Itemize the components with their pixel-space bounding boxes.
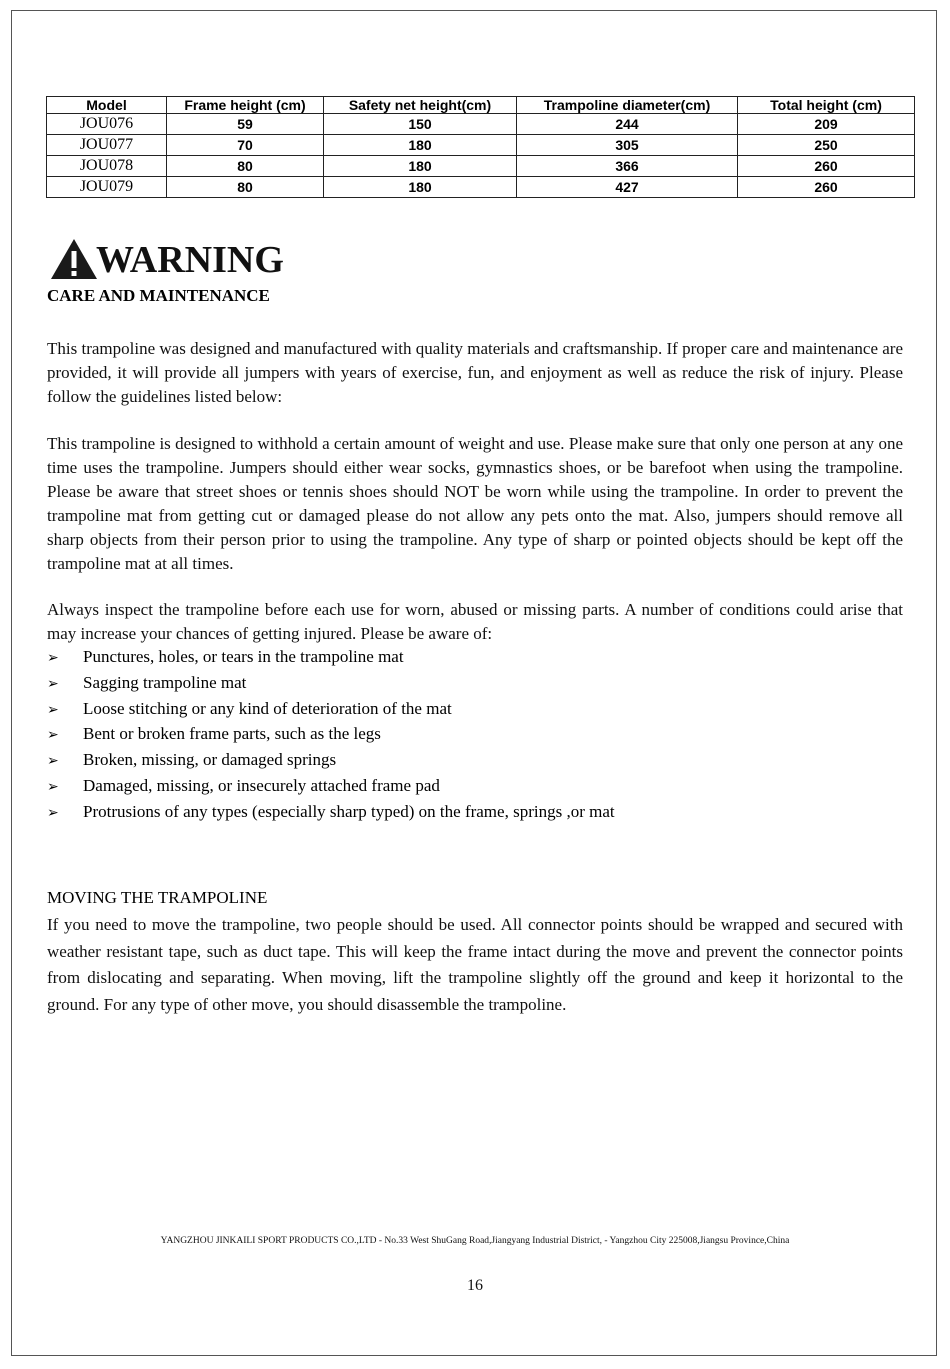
- list-item-text: Broken, missing, or damaged springs: [83, 750, 337, 770]
- list-item: [47, 645, 903, 671]
- cell-model: JOU078: [47, 156, 167, 177]
- arrow-bullet-icon: ➢: [47, 753, 59, 770]
- cell-model: JOU076: [47, 114, 167, 135]
- list-item: [47, 697, 903, 723]
- cell-safety-net-height: 180: [324, 156, 517, 177]
- arrow-bullet-icon: ➢: [47, 701, 59, 718]
- table-row: [47, 156, 915, 177]
- arrow-bullet-icon: ➢: [47, 675, 59, 692]
- table-row: [47, 135, 915, 156]
- cell-safety-net-height: 150: [324, 114, 517, 135]
- cell-frame-height: 80: [167, 156, 324, 177]
- header-frame-height: Frame height (cm): [167, 97, 324, 114]
- page-footer: YANGZHOU JINKAILI SPORT PRODUCTS CO.,LTD - No.33 West ShuGang Road,Jiangyang Industrial District, - Yangzhou City 225008,Jiangsu Province,China: [160, 1236, 790, 1246]
- section-title-moving: MOVING THE TRAMPOLINE: [47, 888, 268, 907]
- cell-frame-height: 59: [167, 114, 324, 135]
- header-trampoline-diameter: Trampoline diameter(cm): [517, 97, 738, 114]
- paragraph-moving: If you need to move the trampoline, two people should be used. All connector points should be wrapped and secured with weather resistant tape, such as duct tape. This will keep the frame intact during the move and prevent the connector points from dislocating and separating. When moving, lift the trampoline slightly off the ground and keep it horizontal to the ground. For any type of other move, you should disassemble the trampoline.: [47, 915, 903, 1014]
- cell-frame-height: 80: [167, 177, 324, 198]
- arrow-bullet-icon: ➢: [47, 804, 59, 821]
- list-item: [47, 774, 903, 800]
- cell-total-height: 209: [738, 114, 915, 135]
- list-item-text: Punctures, holes, or tears in the trampoline mat: [83, 647, 404, 666]
- cell-total-height: 250: [738, 135, 915, 156]
- list-item: [47, 671, 903, 697]
- table-header-row: [47, 97, 915, 114]
- header-model: Model: [47, 97, 167, 114]
- list-item: [47, 800, 903, 826]
- cell-diameter: 305: [517, 135, 738, 156]
- cell-frame-height: 70: [167, 135, 324, 156]
- cell-diameter: 427: [517, 177, 738, 198]
- table-row: [47, 114, 915, 135]
- paragraph-intro: This trampoline was designed and manufactured with quality materials and craftsmanship. If proper care and maintenance are provided, it will provide all jumpers with years of exercise, fun, and enjoyment as well as reduce the risk of injury. Please follow the guidelines listed below:: [47, 339, 903, 406]
- list-item: [47, 748, 903, 774]
- paragraph-weight-use: This trampoline is designed to withhold a certain amount of weight and use. Please make sure that only one person at any one time uses the trampoline. Jumpers should either wear socks, gymnastics shoes, or be barefoot when using the trampoline. Please be aware that street shoes or tennis shoes should NOT be worn while using the trampoline. In order to prevent the trampoline mat from getting cut or damaged please do not allow any pets onto the mat. Also, jumpers should remove all sharp objects from their person prior to using the trampoline. Any type of sharp or pointed objects should be kept off the trampoline mat at all times.: [47, 434, 903, 573]
- list-item-text: Damaged, missing, or insecurely attached frame pad: [83, 775, 440, 795]
- header-safety-net-height: Safety net height(cm): [324, 97, 517, 114]
- section-title-care: CARE AND MAINTENANCE: [47, 286, 270, 305]
- cell-diameter: 244: [517, 114, 738, 135]
- warning-title: WARNING: [96, 239, 284, 281]
- page-number: 16: [467, 1277, 483, 1294]
- arrow-bullet-icon: ➢: [47, 650, 59, 666]
- cell-model: JOU079: [47, 177, 167, 198]
- spec-table: [46, 96, 915, 198]
- header-total-height: Total height (cm): [738, 97, 915, 114]
- list-item-text: Sagging trampoline mat: [83, 672, 247, 692]
- cell-model: JOU077: [47, 135, 167, 156]
- paragraph-inspect: Always inspect the trampoline before each use for worn, abused or missing parts. A number of conditions could arise that may increase your chances of getting injured. Please be aware of:: [47, 600, 903, 643]
- arrow-bullet-icon: ➢: [47, 727, 59, 744]
- arrow-bullet-icon: ➢: [47, 778, 59, 795]
- cell-safety-net-height: 180: [324, 177, 517, 198]
- table-row: [47, 177, 915, 198]
- warning-triangle-icon: [50, 238, 98, 280]
- list-item-text: Loose stitching or any kind of deterioration of the mat: [83, 698, 452, 718]
- warning-heading: [50, 236, 284, 280]
- list-item-text: Bent or broken frame parts, such as the legs: [83, 724, 381, 744]
- list-item-text: Protrusions of any types (especially sharp typed) on the frame, springs ,or mat: [83, 801, 615, 821]
- list-item: [47, 722, 903, 748]
- cell-diameter: 366: [517, 156, 738, 177]
- cell-total-height: 260: [738, 177, 915, 198]
- cell-safety-net-height: 180: [324, 135, 517, 156]
- inspection-list: [47, 645, 903, 826]
- cell-total-height: 260: [738, 156, 915, 177]
